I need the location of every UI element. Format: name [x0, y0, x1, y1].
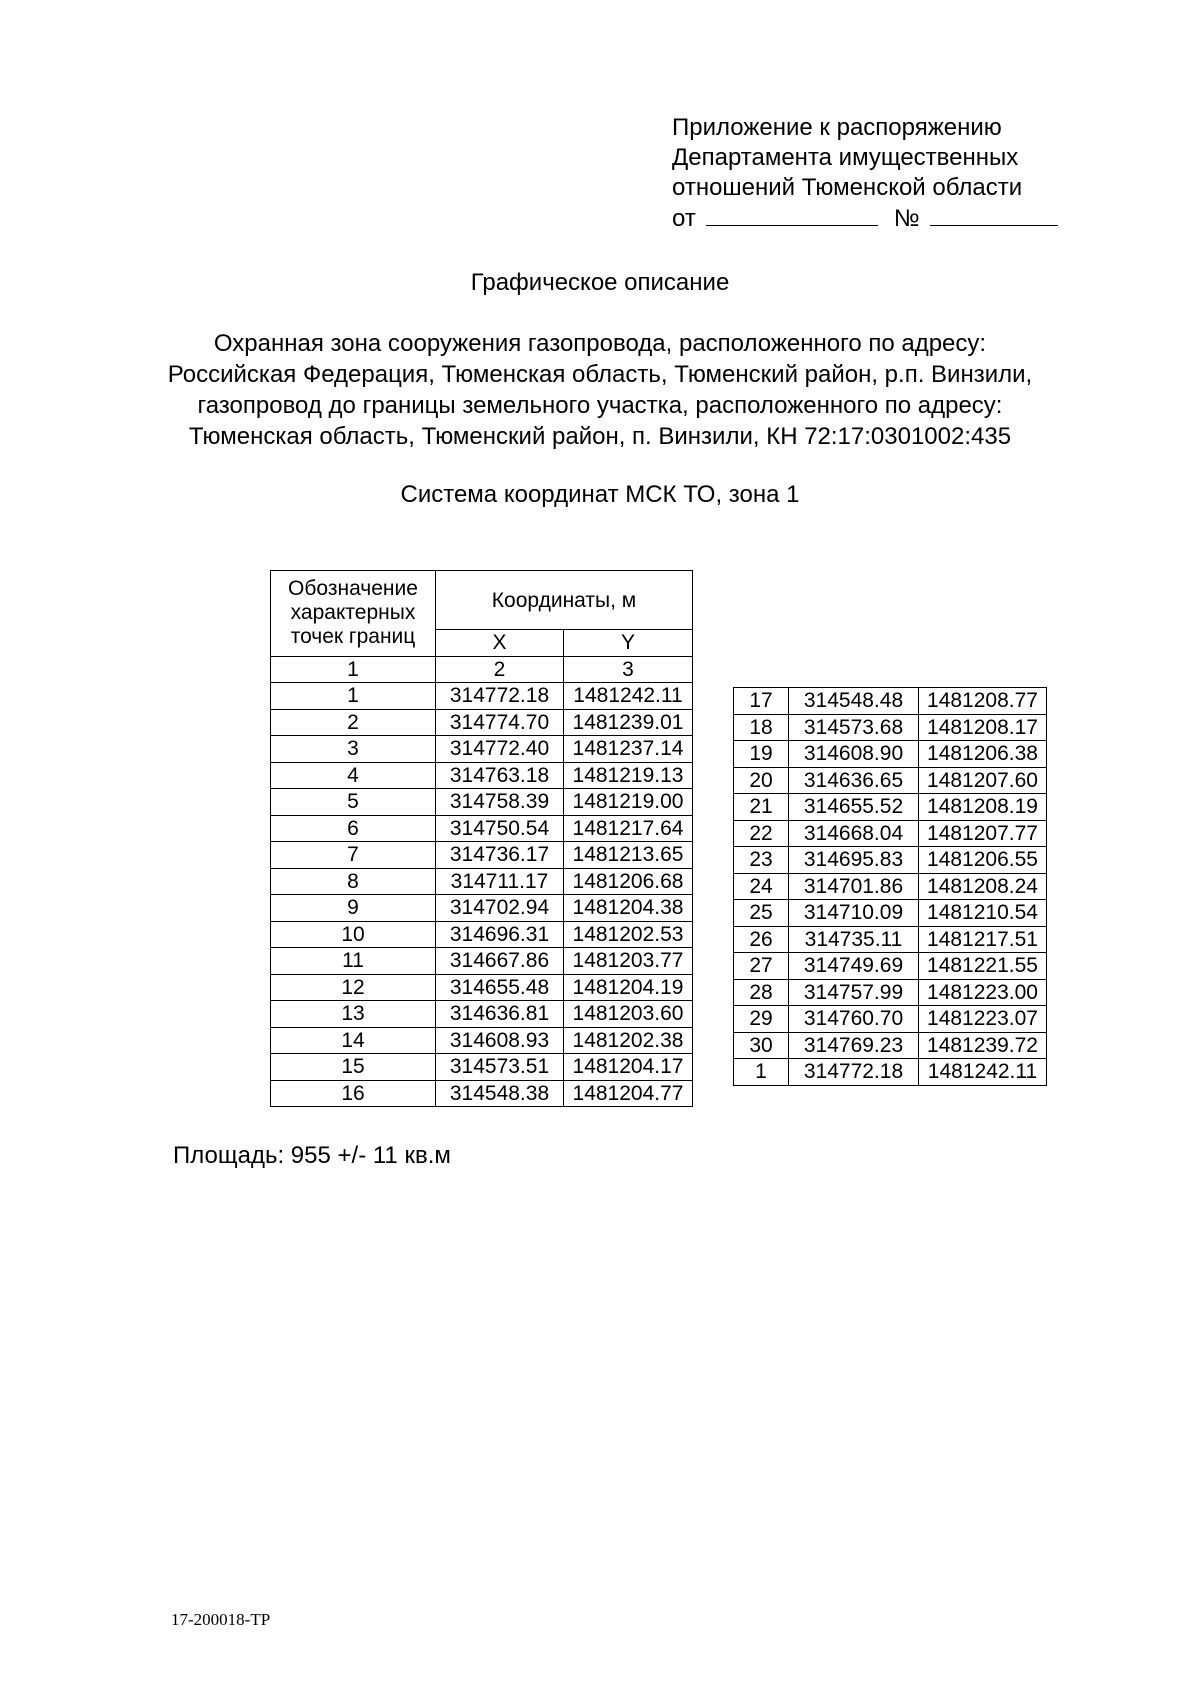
document-number: 17-200018-ТР	[171, 1610, 271, 1629]
column-number-1: 1	[271, 656, 436, 683]
number-sign: №	[893, 205, 920, 232]
point-cell: 14	[271, 1027, 436, 1054]
point-cell: 28	[734, 979, 789, 1006]
table-row	[734, 900, 1047, 927]
y-cell: 1481206.55	[919, 847, 1047, 874]
table-row	[734, 847, 1047, 874]
y-cell: 1481217.51	[919, 926, 1047, 953]
point-cell: 10	[271, 921, 436, 948]
y-cell: 1481237.14	[564, 736, 693, 763]
table-row	[271, 1054, 693, 1081]
table-row	[271, 1027, 693, 1054]
y-cell: 1481221.55	[919, 953, 1047, 980]
number-blank	[930, 203, 1058, 226]
document-title: Графическое описание	[470, 269, 730, 296]
x-cell: 314711.17	[436, 868, 564, 895]
point-cell: 17	[734, 688, 789, 715]
header-x: X	[436, 630, 564, 657]
point-cell: 2	[271, 709, 436, 736]
y-cell: 1481204.19	[564, 974, 693, 1001]
y-cell: 1481204.38	[564, 895, 693, 922]
x-cell: 314750.54	[436, 815, 564, 842]
coordinates-table-right	[733, 687, 1047, 1086]
point-cell: 16	[271, 1080, 436, 1107]
point-cell: 29	[734, 1006, 789, 1033]
appendix-line-2: Департамента имущественных	[672, 144, 1019, 171]
x-cell: 314758.39	[436, 789, 564, 816]
description-line-1: Охранная зона сооружения газопровода, расположенного по адресу:	[213, 330, 987, 357]
point-cell: 18	[734, 714, 789, 741]
point-cell: 24	[734, 873, 789, 900]
point-cell: 27	[734, 953, 789, 980]
table-row	[734, 714, 1047, 741]
x-cell: 314608.93	[436, 1027, 564, 1054]
x-cell: 314760.70	[789, 1006, 919, 1033]
x-cell: 314710.09	[789, 900, 919, 927]
point-cell: 21	[734, 794, 789, 821]
description-line-4: Тюменская область, Тюменский район, п. Винзили, КН 72:17:0301002:435	[188, 423, 1012, 450]
y-cell: 1481242.11	[919, 1059, 1047, 1086]
y-cell: 1481208.77	[919, 688, 1047, 715]
y-cell: 1481206.38	[919, 741, 1047, 768]
table-row	[734, 767, 1047, 794]
y-cell: 1481203.77	[564, 948, 693, 975]
column-number-3: 3	[564, 656, 693, 683]
table-row	[734, 1006, 1047, 1033]
point-cell: 5	[271, 789, 436, 816]
table-row	[734, 1059, 1047, 1086]
object-description	[0, 328, 1200, 452]
point-cell: 20	[734, 767, 789, 794]
table-row	[271, 974, 693, 1001]
table-row	[271, 736, 693, 763]
x-cell: 314772.18	[789, 1059, 919, 1086]
x-cell: 314696.31	[436, 921, 564, 948]
x-cell: 314636.65	[789, 767, 919, 794]
header-coordinates: Координаты, м	[436, 571, 693, 630]
table-row	[271, 948, 693, 975]
table-row	[271, 1001, 693, 1028]
y-cell: 1481213.65	[564, 842, 693, 869]
table-row	[271, 895, 693, 922]
table-row	[271, 1080, 693, 1107]
y-cell: 1481208.19	[919, 794, 1047, 821]
table-row	[734, 873, 1047, 900]
table-row	[734, 820, 1047, 847]
header-y: Y	[564, 630, 693, 657]
y-cell: 1481217.64	[564, 815, 693, 842]
table-row	[734, 741, 1047, 768]
x-cell: 314701.86	[789, 873, 919, 900]
table-row	[271, 709, 693, 736]
y-cell: 1481207.60	[919, 767, 1047, 794]
appendix-line-1: Приложение к распоряжению	[672, 114, 1002, 141]
y-cell: 1481202.38	[564, 1027, 693, 1054]
point-cell: 4	[271, 762, 436, 789]
point-cell: 9	[271, 895, 436, 922]
x-cell: 314668.04	[789, 820, 919, 847]
table-row	[271, 683, 693, 710]
x-cell: 314702.94	[436, 895, 564, 922]
x-cell: 314736.17	[436, 842, 564, 869]
x-cell: 314573.68	[789, 714, 919, 741]
x-cell: 314608.90	[789, 741, 919, 768]
date-blank	[706, 203, 878, 226]
y-cell: 1481208.24	[919, 873, 1047, 900]
x-cell: 314695.83	[789, 847, 919, 874]
x-cell: 314548.38	[436, 1080, 564, 1107]
table-row	[271, 815, 693, 842]
x-cell: 314769.23	[789, 1032, 919, 1059]
point-cell: 11	[271, 948, 436, 975]
table-row	[271, 868, 693, 895]
table-row	[734, 926, 1047, 953]
table-row	[734, 953, 1047, 980]
x-cell: 314667.86	[436, 948, 564, 975]
table-row	[271, 842, 693, 869]
y-cell: 1481203.60	[564, 1001, 693, 1028]
y-cell: 1481208.17	[919, 714, 1047, 741]
description-line-3: газопровод до границы земельного участка, расположенного по адресу:	[197, 392, 1003, 419]
y-cell: 1481239.72	[919, 1032, 1047, 1059]
point-cell: 7	[271, 842, 436, 869]
point-cell: 12	[271, 974, 436, 1001]
y-cell: 1481202.53	[564, 921, 693, 948]
table-row	[271, 921, 693, 948]
point-cell: 13	[271, 1001, 436, 1028]
table-row	[734, 1032, 1047, 1059]
coordinate-system: Система координат МСК ТО, зона 1	[400, 481, 800, 508]
y-cell: 1481242.11	[564, 683, 693, 710]
appendix-line-3: отношений Тюменской области	[672, 174, 1023, 201]
table-row	[271, 762, 693, 789]
area-value: Площадь: 955 +/- 11 кв.м	[173, 1142, 451, 1169]
header-points: Обозначение характерных точек границ	[271, 571, 436, 657]
y-cell: 1481204.77	[564, 1080, 693, 1107]
y-cell: 1481204.17	[564, 1054, 693, 1081]
point-cell: 3	[271, 736, 436, 763]
date-prefix: от	[672, 205, 696, 232]
table-row	[734, 794, 1047, 821]
point-cell: 30	[734, 1032, 789, 1059]
table-row	[271, 789, 693, 816]
point-cell: 23	[734, 847, 789, 874]
x-cell: 314757.99	[789, 979, 919, 1006]
x-cell: 314749.69	[789, 953, 919, 980]
description-line-2: Российская Федерация, Тюменская область, Тюменский район, р.п. Винзили,	[167, 361, 1033, 388]
coordinates-table-right-body	[734, 688, 1047, 1086]
point-cell: 1	[271, 683, 436, 710]
table-row	[734, 688, 1047, 715]
y-cell: 1481207.77	[919, 820, 1047, 847]
y-cell: 1481223.00	[919, 979, 1047, 1006]
point-cell: 15	[271, 1054, 436, 1081]
table-row	[734, 979, 1047, 1006]
column-number-2: 2	[436, 656, 564, 683]
point-cell: 6	[271, 815, 436, 842]
point-cell: 25	[734, 900, 789, 927]
point-cell: 1	[734, 1059, 789, 1086]
y-cell: 1481210.54	[919, 900, 1047, 927]
x-cell: 314655.52	[789, 794, 919, 821]
y-cell: 1481223.07	[919, 1006, 1047, 1033]
appendix-date-line	[672, 203, 1058, 234]
x-cell: 314763.18	[436, 762, 564, 789]
y-cell: 1481206.68	[564, 868, 693, 895]
x-cell: 314548.48	[789, 688, 919, 715]
appendix-header	[672, 113, 1058, 234]
table-header-row	[271, 571, 693, 630]
x-cell: 314772.40	[436, 736, 564, 763]
x-cell: 314735.11	[789, 926, 919, 953]
point-cell: 22	[734, 820, 789, 847]
point-cell: 19	[734, 741, 789, 768]
coordinates-table-left	[270, 570, 693, 1107]
point-cell: 8	[271, 868, 436, 895]
y-cell: 1481219.00	[564, 789, 693, 816]
y-cell: 1481239.01	[564, 709, 693, 736]
coordinates-table-left-body	[271, 571, 693, 1107]
x-cell: 314774.70	[436, 709, 564, 736]
x-cell: 314636.81	[436, 1001, 564, 1028]
point-cell: 26	[734, 926, 789, 953]
x-cell: 314655.48	[436, 974, 564, 1001]
table-column-numbers-row	[271, 656, 693, 683]
x-cell: 314772.18	[436, 683, 564, 710]
y-cell: 1481219.13	[564, 762, 693, 789]
x-cell: 314573.51	[436, 1054, 564, 1081]
